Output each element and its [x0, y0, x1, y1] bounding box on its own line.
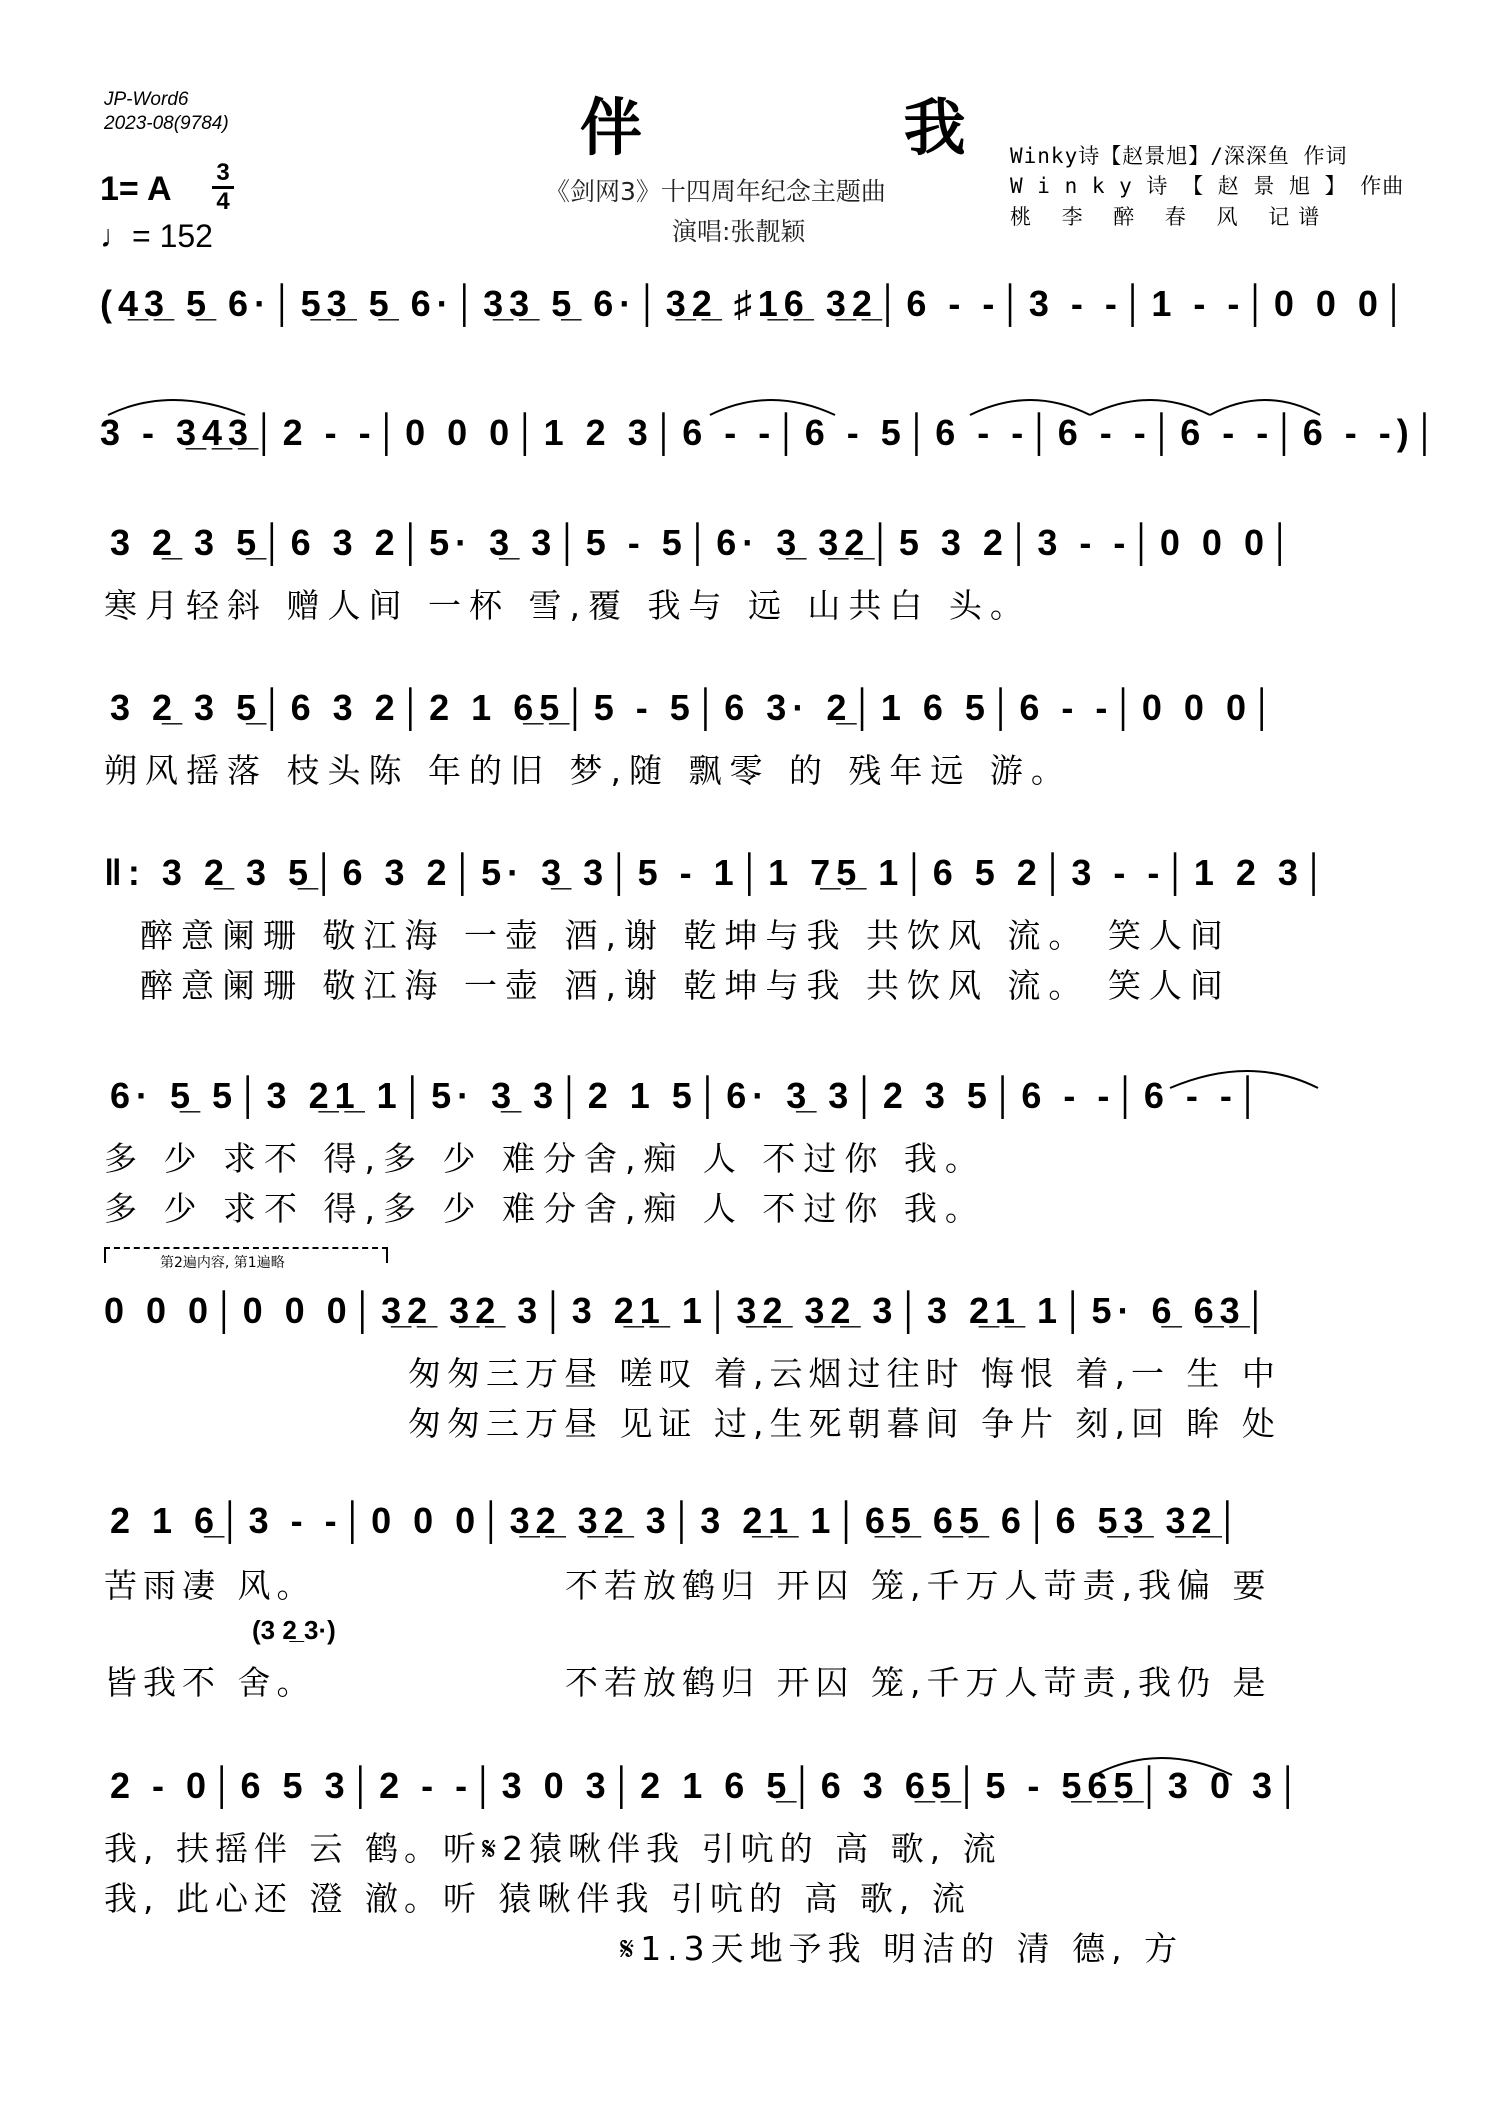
time-signature-bottom: 4	[216, 188, 230, 215]
alternate-notes: (3 2̲ 3·)	[252, 1615, 336, 1645]
lyric-line-5a: 醉意阑珊 敬江海 一壶 酒,谢 乾坤与我 共饮风 流。 笑人间	[140, 916, 1231, 955]
score-line-3: 3 2̲ 3 5̲│6 3 2│5· 3̲ 3│5 - 5│6· 3̲ 3̲2̲│5 3 2│3 - -│0 0 0│	[110, 522, 1299, 563]
lyricist-credit: Winky诗【赵景旭】/深深鱼 作词	[1010, 144, 1348, 168]
score-line-9: 2 - 0│6 5 3│2 - -│3 0 3│2 1 6 5̲│6 3 6̲5̲│5 - 5̲6̲5̲│3 0 3│	[110, 1765, 1307, 1806]
lyric-line-9a: 我, 扶摇伴 云 鹤。听𝄋2猿啾伴我 引吭的 高 歌, 流	[104, 1829, 1002, 1868]
score-line-5: ‖: 3 2̲ 3 5̲│6 3 2│5· 3̲ 3│5 - 1│1 7̲5̲ 1│6 5 2│3 - -│1 2 3│	[104, 852, 1333, 893]
singer-label: 演唱:张靓颖	[672, 217, 806, 246]
time-signature-top: 3	[216, 159, 230, 186]
score-line-4: 3 2̲ 3 5̲│6 3 2│2 1 6̲5̲│5 - 5│6 3· 2̲│1 6 5│6 - -│0 0 0│	[110, 687, 1281, 728]
lyric-line-9b: 我, 此心还 澄 澈。听 猿啾伴我 引吭的 高 歌, 流	[104, 1879, 971, 1918]
lyric-line-9c: 𝄋1.3天地予我 明洁的 清 德, 方	[620, 1929, 1184, 1968]
score-line-7: 0 0 0│0 0 0│3̲2̲ 3̲2̲ 3│3 2̲1̲ 1│3̲2̲ 3̲2̲ 3│3 2̲1̲ 1│5· 6̲ 6̲3̲│	[104, 1290, 1275, 1331]
time-signature	[212, 160, 234, 215]
version-label: JP-Word6	[104, 89, 189, 110]
lyric-line-5b: 醉意阑珊 敬江海 一壶 酒,谢 乾坤与我 共饮风 流。 笑人间	[140, 966, 1231, 1005]
composer-credit: W i n k y 诗 【 赵 景 旭 】 作曲	[1010, 174, 1405, 198]
lyric-line-3: 寒月轻斜 赠人间 一杯 雪,覆 我与 远 山共白 头。	[104, 586, 1031, 625]
lyric-line-6b: 多 少 求不 得,多 少 难分舍,痴 人 不过你 我。	[104, 1189, 986, 1228]
subtitle: 《剑网3》十四周年纪念主题曲	[545, 177, 886, 206]
score-line-1: (4̲3̲ 5̲ 6·│5̲3̲ 5̲ 6·│3̲3̲ 5̲ 6·│3̲2̲ ♯1̲6̲ 3̲2̲│6 - -│3 - -│1 - -│0 0 0│	[100, 283, 1413, 324]
lyric-line-8a-right: 不若放鹤归 开囚 笼,千万人苛责,我偏 要	[565, 1566, 1272, 1605]
repeat-bracket-note: 第2遍内容, 第1遍略	[160, 1255, 285, 1271]
song-title: 伴 我	[580, 91, 1086, 164]
lyric-line-8b-right: 不若放鹤归 开囚 笼,千万人苛责,我仍 是	[565, 1663, 1272, 1702]
score-line-2: 3 - 3̲4̲3̲│2 - -│0 0 0│1 2 3│6 - -│6 - 5│6 - -│6 - -│6 - -│6 - -)│	[100, 412, 1444, 453]
score-line-6: 6· 5̲ 5│3 2̲1̲ 1│5· 3̲ 3│2 1 5│6· 3̲ 3│2 3 5│6 - -│6 - -│	[110, 1075, 1267, 1116]
score-line-8: 2 1 6̲│3 - -│0 0 0│3̲2̲ 3̲2̲ 3│3 2̲1̲ 1│6̲5̲ 6̲5̲ 6│6 5̲3̲ 3̲2̲│	[110, 1500, 1247, 1541]
lyric-line-8a: 苦雨凄 风。	[104, 1566, 316, 1605]
transcriber-credit: 桃 李 醉 春 风 记谱	[1010, 205, 1329, 229]
key-signature: 1= A	[100, 170, 172, 208]
tempo-marking: ♩= 152	[100, 218, 213, 254]
lyric-line-4: 朔风摇落 枝头陈 年的旧 梦,随 飘零 的 残年远 游。	[104, 751, 1072, 790]
date-code-label: 2023-08(9784)	[104, 113, 229, 134]
lyric-line-7b: 匆匆三万昼 见证 过,生死朝暮间 争片 刻,回 眸 处	[408, 1404, 1281, 1443]
lyric-line-7a: 匆匆三万昼 嗟叹 着,云烟过往时 悔恨 着,一 生 中	[408, 1354, 1281, 1393]
lyric-line-6a: 多 少 求不 得,多 少 难分舍,痴 人 不过你 我。	[104, 1139, 986, 1178]
lyric-line-8b: 皆我不 舍。	[104, 1663, 316, 1702]
